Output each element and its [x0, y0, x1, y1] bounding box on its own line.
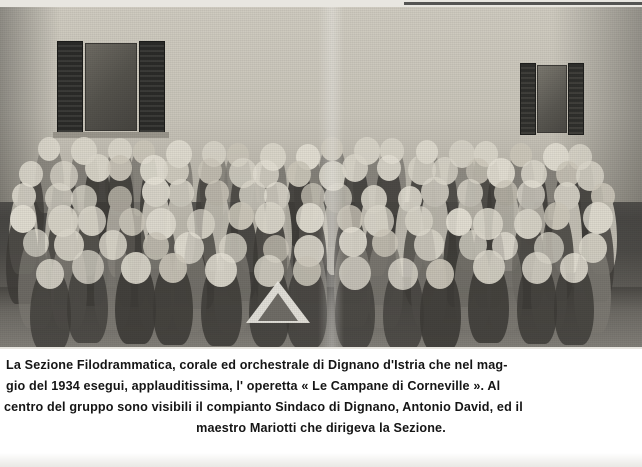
group-photograph — [0, 7, 642, 347]
halftone-grain-overlay — [0, 7, 642, 347]
photo-caption — [0, 349, 642, 467]
caption-bottom-smudge — [0, 453, 642, 467]
caption-line-2: gio del 1934 esegui, applauditissima, l' operetta « Le Campane di Corneville ». Al — [6, 379, 501, 393]
caption-line-1: La Sezione Filodrammatica, corale ed orchestrale di Dignano d'Istria che nel mag- — [6, 358, 508, 372]
caption-line-3: centro del gruppo sono visibili il compianto Sindaco di Dignano, Antonio David, ed il — [4, 400, 523, 414]
caption-line-4: maestro Mariotti che dirigeva la Sezione. — [196, 421, 446, 435]
top-rule-fragment — [404, 2, 642, 5]
